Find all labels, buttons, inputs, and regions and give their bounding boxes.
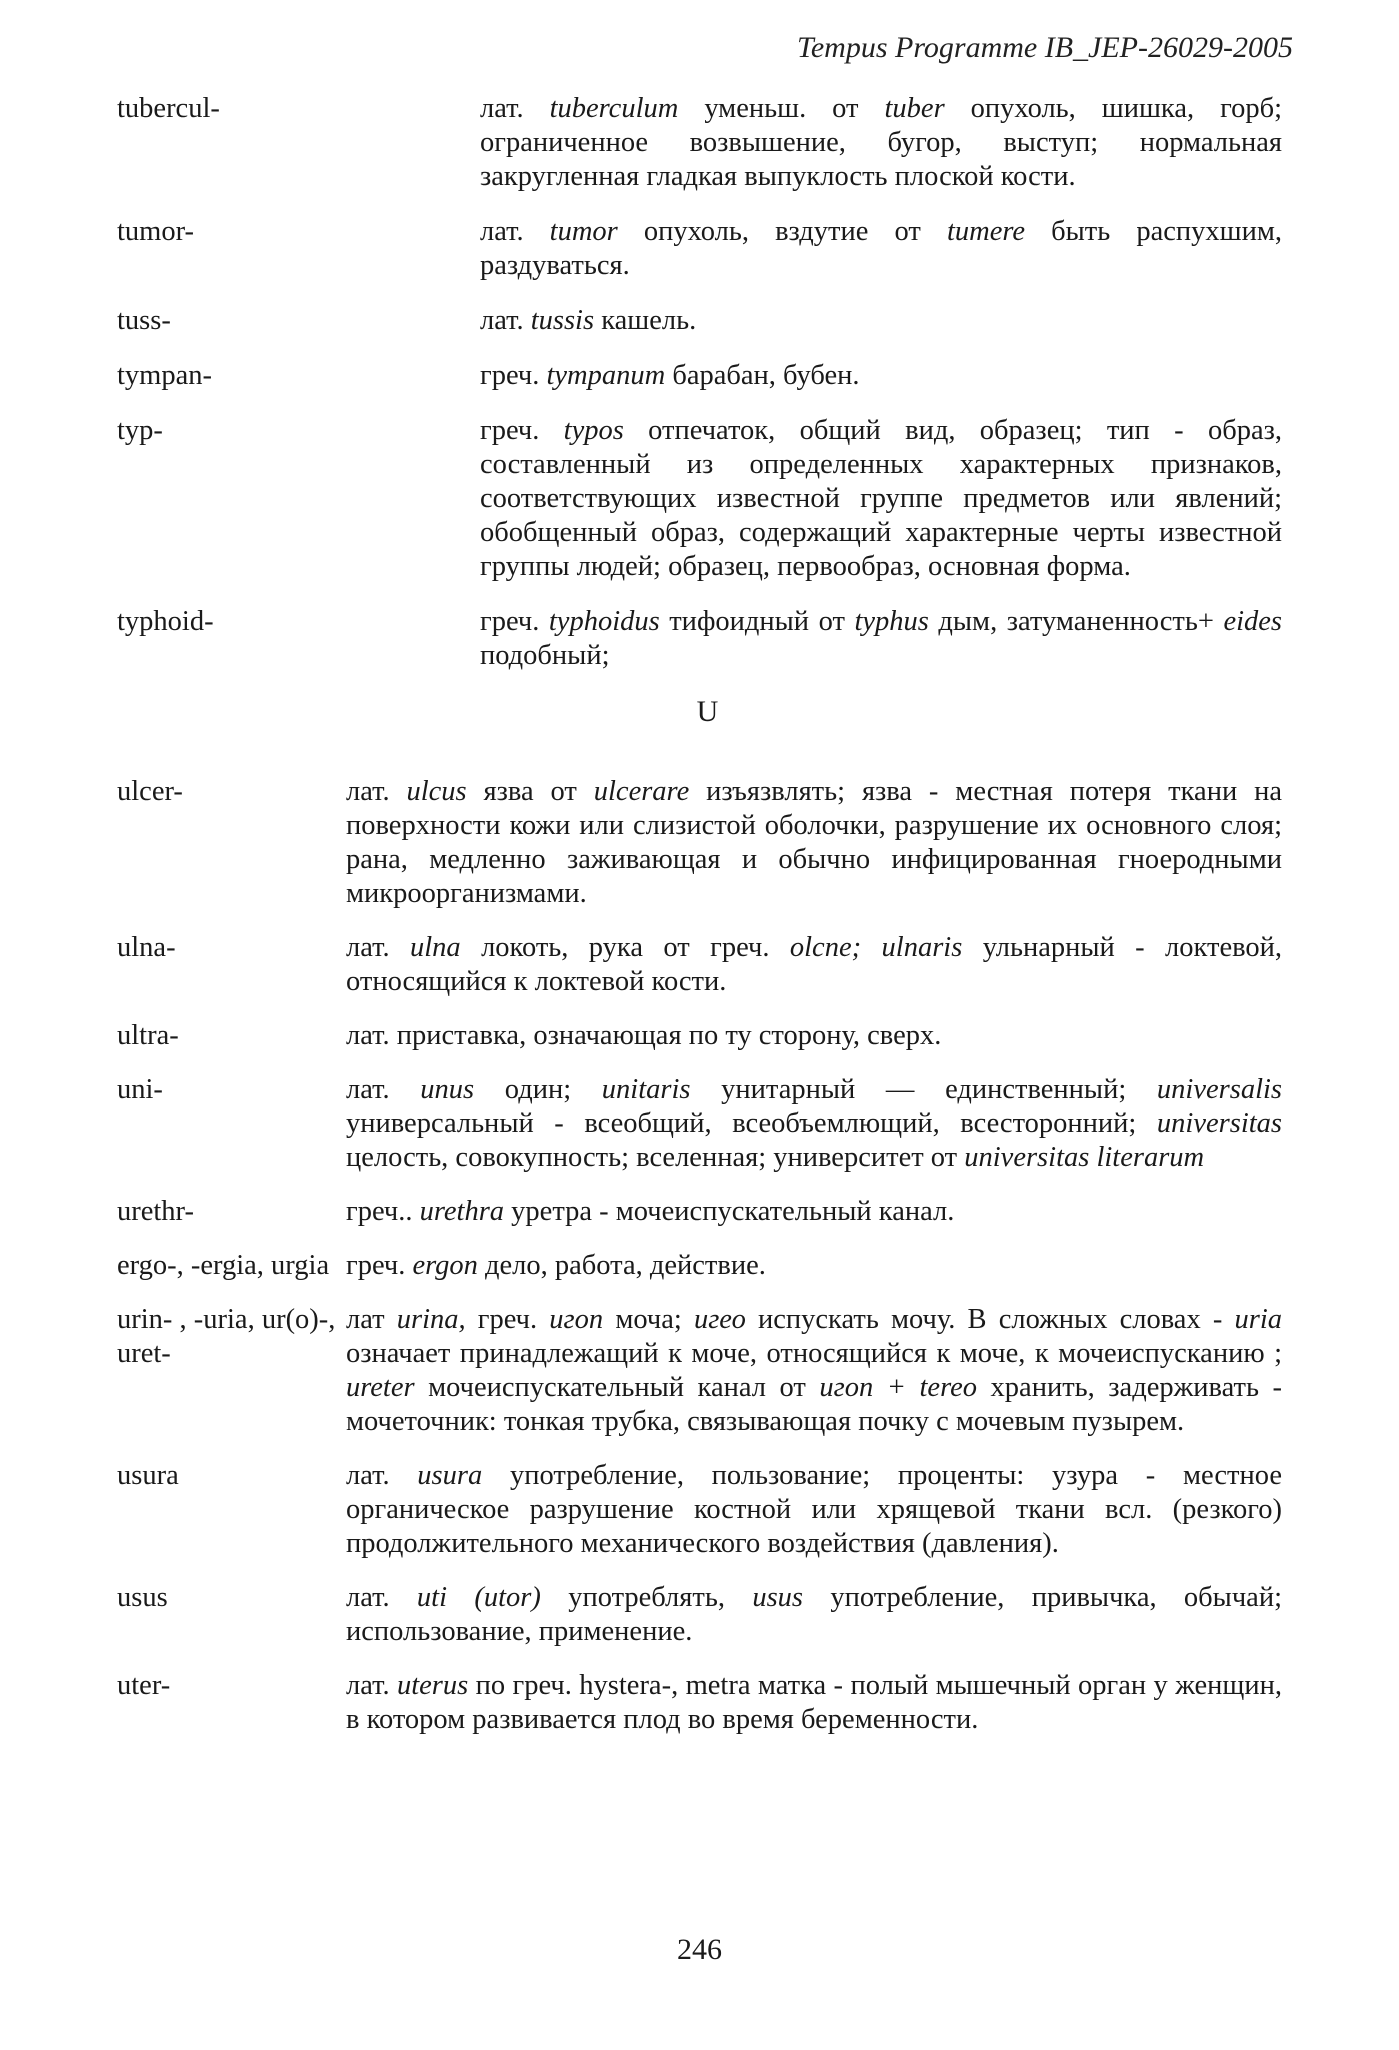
definition-segment: отпечаток, общий вид, образец; тип - образ, составленный из определенных характерных признаков, соответствующих известной группе предметов или явлений; обобщенный образ, содержащий характерные черты известной группы людей; образец, первообраз, основная форма.: [480, 415, 1282, 582]
definition-segment: [861, 932, 881, 963]
definition-italic-segment: typhoidus: [548, 606, 660, 637]
definition-segment: лат.: [346, 932, 410, 963]
definition-segment: лат.: [346, 776, 407, 807]
definition-segment: греч..: [346, 1196, 420, 1227]
definition-segment: хранить, задерживать - мочеточник: тонкая трубка, связывающая почку с мочевым пузырем.: [346, 1372, 1283, 1437]
entries-u-section: [117, 775, 1282, 1737]
definition-segment: универсальный - всеобщий, всеобъемлющий, всесторонний;: [346, 1108, 1157, 1139]
entry-term: tuss-: [117, 305, 171, 336]
definition-italic-segment: ergon: [412, 1250, 478, 1281]
entry-definition: [346, 1459, 1282, 1561]
definition-segment: греч.: [346, 1250, 413, 1281]
entry-definition: [480, 359, 1282, 393]
glossary-entry: [117, 1459, 1282, 1561]
definition-italic-segment: tumor: [549, 216, 618, 247]
glossary-body: [117, 92, 1282, 1757]
glossary-entry: [117, 605, 1282, 673]
entry-term: ulna-: [117, 932, 176, 963]
entry-term: uter-: [117, 1670, 171, 1701]
definition-segment: лат.: [346, 1670, 397, 1701]
definition-italic-segment: typhus: [854, 606, 929, 637]
entry-term: ergo-, -ergia, urgia: [117, 1250, 330, 1281]
page-number: 246: [677, 1933, 722, 1966]
definition-segment: дело, работа, действие.: [477, 1250, 766, 1281]
definition-italic-segment: ureter: [346, 1372, 415, 1403]
definition-italic-segment: usus: [752, 1582, 803, 1613]
definition-segment: греч.: [465, 1304, 550, 1335]
definition-segment: греч.: [480, 360, 547, 391]
definition-segment: унитарный — единственный;: [690, 1074, 1157, 1105]
entry-definition: [346, 1249, 1282, 1283]
definition-italic-segment: ulnaris: [881, 932, 963, 963]
definition-italic-segment: tympanum: [546, 360, 666, 391]
running-header: Tempus Programme IB_JEP-26029-2005: [796, 31, 1293, 64]
definition-italic-segment: tussis: [530, 305, 595, 336]
entry-term: ultra-: [117, 1020, 179, 1051]
glossary-entry: [117, 1073, 1282, 1175]
definition-segment: быть распухшим, раздуваться.: [480, 216, 1282, 281]
entry-definition: [346, 1303, 1282, 1439]
definition-segment: целость, совокупность; вселенная; университет от: [346, 1142, 965, 1173]
definition-italic-segment: usura: [417, 1460, 483, 1491]
definition-segment: опухоль, вздутие от: [617, 216, 947, 247]
definition-italic-segment: urethra: [419, 1196, 505, 1227]
section-letter-heading: U: [696, 695, 719, 728]
glossary-entry: [117, 414, 1282, 584]
definition-italic-segment: tuberculum: [549, 93, 679, 124]
definition-italic-segment: игоп: [549, 1304, 604, 1335]
entry-definition: [346, 1581, 1282, 1649]
definition-italic-segment: unitaris: [601, 1074, 691, 1105]
entry-definition: [480, 414, 1282, 584]
entry-definition: [346, 1195, 1282, 1229]
definition-segment: лат.: [480, 216, 550, 247]
entry-term: usus: [117, 1582, 168, 1613]
definition-italic-segment: uterus: [396, 1670, 469, 1701]
definition-segment: один;: [474, 1074, 602, 1105]
definition-segment: лат.: [346, 1460, 418, 1491]
entries-t-section: [117, 92, 1282, 673]
glossary-entry: [117, 304, 1282, 338]
definition-italic-segment: olcne;: [789, 932, 862, 963]
entry-term: typhoid-: [117, 606, 214, 637]
definition-segment: лат. приставка, означающая по ту сторону, сверх.: [346, 1020, 942, 1051]
definition-segment: ульнарный - локтевой, относящийся к локтевой кости.: [346, 932, 1282, 997]
definition-segment: употребление, привычка, обычай; использование, применение.: [346, 1582, 1282, 1647]
definition-segment: локоть, рука от греч.: [460, 932, 790, 963]
glossary-entry: [117, 1581, 1282, 1649]
definition-segment: греч.: [480, 415, 564, 446]
entry-definition: [346, 1669, 1282, 1737]
definition-italic-segment: typos: [563, 415, 624, 446]
definition-italic-segment: urina,: [396, 1304, 466, 1335]
definition-segment: лат: [346, 1304, 397, 1335]
entry-term: urethr-: [117, 1196, 194, 1227]
definition-italic-segment: universitas literarum: [964, 1142, 1205, 1173]
glossary-entry: [117, 775, 1282, 911]
definition-segment: лат.: [480, 305, 531, 336]
definition-italic-segment: ulna: [409, 932, 461, 963]
entry-term: ulcer-: [117, 776, 183, 807]
definition-segment: уретра - мочеиспускательный канал.: [504, 1196, 955, 1227]
entry-term: usura: [117, 1460, 179, 1491]
glossary-entry: [117, 1249, 1282, 1283]
definition-segment: кашель.: [594, 305, 697, 336]
definition-segment: подобный;: [480, 640, 610, 671]
glossary-entry: [117, 1195, 1282, 1229]
glossary-entry: [117, 92, 1282, 194]
definition-italic-segment: unus: [420, 1074, 475, 1105]
entry-term: uni-: [117, 1074, 163, 1105]
entry-term: tumor-: [117, 216, 194, 247]
definition-segment: дым, затуманенность+: [928, 606, 1224, 637]
entry-definition: [480, 215, 1282, 283]
definition-italic-segment: ulcerare: [593, 776, 690, 807]
definition-segment: опухоль, шишка, горб; ограниченное возвышение, бугор, выступ; нормальная закругленная гладкая выпуклость плоской кости.: [480, 93, 1282, 192]
entry-definition: [480, 92, 1282, 194]
definition-segment: по греч. hystera-, metra матка - полый мышечный орган у женщин, в котором развивается плод во время беременности.: [346, 1670, 1282, 1735]
entry-definition: [346, 1019, 1282, 1053]
glossary-entry: [117, 1303, 1282, 1439]
definition-segment: мочеиспускательный канал от: [414, 1372, 820, 1403]
definition-italic-segment: universitas: [1156, 1108, 1282, 1139]
definition-italic-segment: eides: [1223, 606, 1282, 637]
definition-segment: лат.: [346, 1074, 421, 1105]
definition-italic-segment: universalis: [1156, 1074, 1282, 1105]
definition-italic-segment: игео: [693, 1304, 746, 1335]
definition-segment: употреблять,: [540, 1582, 753, 1613]
glossary-entry: [117, 215, 1282, 283]
definition-segment: изъязвлять; язва - местная потеря ткани на поверхности кожи или слизистой оболочки, разрушение их основного слоя; рана, медленно заживающая и обычно инфицированная гноеродными микроорганизмами.: [346, 776, 1282, 909]
definition-italic-segment: uria: [1234, 1304, 1283, 1335]
definition-segment: тифоидный от: [659, 606, 855, 637]
entry-definition: [346, 1073, 1282, 1175]
entry-term: typ-: [117, 415, 163, 446]
definition-segment: испускать мочу. В сложных словах -: [745, 1304, 1235, 1335]
definition-italic-segment: tuber: [884, 93, 945, 124]
definition-segment: лат.: [346, 1582, 417, 1613]
definition-segment: греч.: [480, 606, 549, 637]
definition-segment: язва от: [466, 776, 594, 807]
entry-definition: [346, 931, 1282, 999]
definition-italic-segment: ulcus: [406, 776, 467, 807]
glossary-entry: [117, 1669, 1282, 1737]
definition-italic-segment: uti (utor): [416, 1582, 541, 1613]
glossary-entry: [117, 931, 1282, 999]
entry-definition: [346, 775, 1282, 911]
entry-definition: [480, 605, 1282, 673]
definition-italic-segment: tumere: [946, 216, 1026, 247]
definition-segment: лат.: [480, 93, 550, 124]
definition-segment: означает принадлежащий к моче, относящийся к моче, к мочеиспусканию ;: [346, 1338, 1282, 1369]
glossary-entry: [117, 1019, 1282, 1053]
entry-definition: [480, 304, 1282, 338]
definition-segment: моча;: [603, 1304, 694, 1335]
entry-term: urin- , -uria, ur(o)-, uret-: [117, 1304, 336, 1369]
glossary-entry: [117, 359, 1282, 393]
definition-segment: барабан, бубен.: [665, 360, 860, 391]
definition-segment: уменьш. от: [678, 93, 885, 124]
definition-italic-segment: игоп + tereo: [819, 1372, 978, 1403]
definition-segment: употребление, пользование; проценты: узура - местное органическое разрушение костной или хрящевой ткани всл. (резкого) продолжительного механического воздействия (давления).: [346, 1460, 1282, 1559]
entry-term: tubercul-: [117, 93, 220, 124]
entry-term: tympan-: [117, 360, 212, 391]
